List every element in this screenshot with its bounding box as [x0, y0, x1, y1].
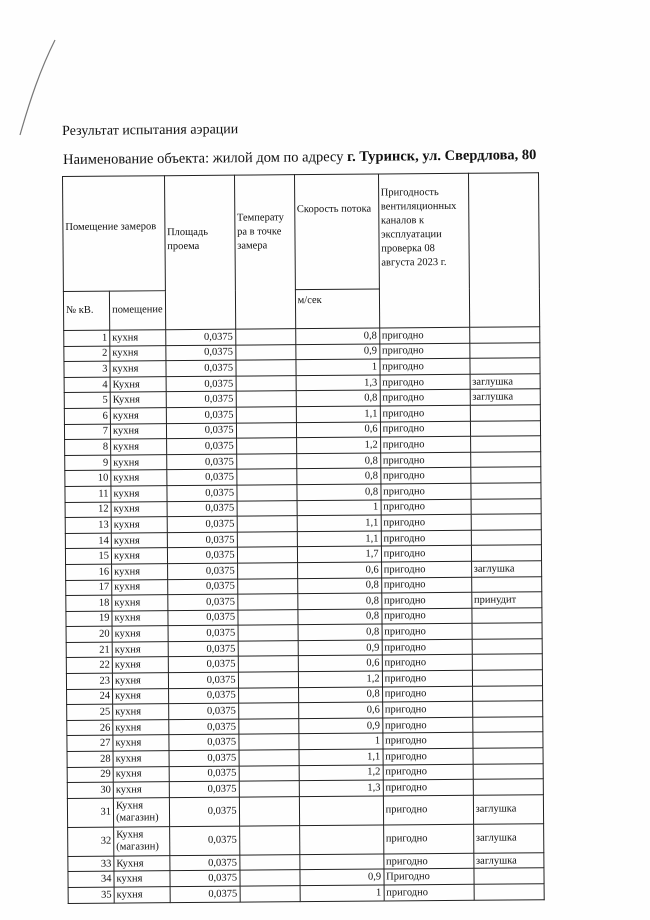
temperature-cell [236, 438, 296, 454]
apt-number-cell: 34 [68, 872, 114, 888]
speed-cell: 0,8 [296, 390, 380, 406]
status-cell: пригодно [380, 405, 470, 421]
apt-number-cell: 7 [64, 424, 110, 440]
temperature-cell [239, 765, 299, 781]
apt-number-cell: 15 [65, 548, 111, 564]
speed-cell [299, 796, 383, 826]
speed-cell: 0,6 [298, 702, 382, 718]
table-row [67, 795, 543, 828]
note-cell [473, 748, 543, 764]
note-cell: принудит [471, 592, 541, 608]
area-cell: 0,0375 [166, 469, 236, 485]
table-row [68, 824, 544, 857]
apt-number-cell: 14 [65, 533, 111, 549]
temperature-cell [240, 886, 300, 902]
room-cell: кухня [114, 887, 170, 903]
note-cell: заглушка [470, 374, 540, 390]
speed-cell: 0,8 [297, 578, 381, 594]
speed-cell: 1,7 [297, 546, 381, 562]
room-cell: Кухня [114, 855, 170, 871]
room-cell: кухня [112, 564, 168, 580]
header-room: помещение [109, 291, 165, 330]
room-cell: кухня [113, 704, 169, 720]
apt-number-cell: 21 [66, 642, 112, 658]
status-cell: пригодно [380, 452, 470, 468]
temperature-cell [236, 422, 296, 438]
speed-cell: 1,1 [299, 749, 383, 765]
apt-number-cell: 28 [67, 751, 113, 767]
temperature-cell [237, 547, 297, 563]
area-cell: 0,0375 [168, 641, 238, 657]
area-cell: 0,0375 [169, 826, 239, 856]
note-cell [469, 327, 539, 343]
apt-number-cell: 22 [66, 658, 112, 674]
note-cell: заглушка [473, 824, 543, 854]
speed-cell [299, 854, 383, 870]
apt-number-cell: 35 [68, 887, 114, 903]
room-cell: кухня [114, 871, 170, 887]
object-address: г. Туринск, ул. Свердлова, 80 [347, 147, 537, 166]
room-cell: кухня [111, 532, 167, 548]
header-note [468, 173, 539, 328]
area-cell: 0,0375 [168, 672, 238, 688]
speed-cell: 0,6 [297, 562, 381, 578]
temperature-cell [238, 625, 298, 641]
room-cell: кухня [112, 657, 168, 673]
status-cell: пригодно [381, 577, 471, 593]
temperature-cell [235, 329, 295, 345]
speed-cell: 0,8 [296, 468, 380, 484]
speed-cell: 0,8 [296, 453, 380, 469]
status-cell: пригодно [383, 795, 473, 825]
speed-cell: 1 [299, 733, 383, 749]
speed-cell: 0,8 [298, 624, 382, 640]
status-cell: пригодно [382, 717, 472, 733]
room-cell: кухня [113, 735, 169, 751]
status-cell: пригодно [382, 624, 472, 640]
status-cell: пригодно [383, 733, 473, 749]
room-cell: кухня [111, 548, 167, 564]
speed-cell: 0,8 [297, 593, 381, 609]
area-cell: 0,0375 [170, 871, 240, 887]
apt-number-cell: 4 [64, 377, 110, 393]
status-cell: пригодно [383, 853, 473, 869]
note-cell [473, 779, 543, 795]
room-cell: кухня [112, 673, 168, 689]
room-cell: кухня [113, 720, 169, 736]
speed-cell: 0,8 [295, 328, 379, 344]
temperature-cell [238, 609, 298, 625]
apt-number-cell: 9 [65, 455, 111, 471]
area-cell: 0,0375 [169, 766, 239, 782]
temperature-cell [235, 344, 295, 360]
speed-cell: 1 [296, 359, 380, 375]
apt-number-cell: 29 [67, 767, 113, 783]
status-cell: пригодно [379, 343, 469, 359]
apt-number-cell: 11 [65, 486, 111, 502]
temperature-cell [236, 453, 296, 469]
room-cell: кухня [112, 626, 168, 642]
area-cell: 0,0375 [165, 345, 235, 361]
note-cell [472, 717, 542, 733]
note-cell: заглушка [470, 389, 540, 405]
status-cell: пригодно [383, 764, 473, 780]
status-cell: пригодно [380, 390, 470, 406]
note-cell [472, 685, 542, 701]
apt-number-cell: 13 [65, 517, 111, 533]
room-cell: кухня [112, 595, 168, 611]
area-cell: 0,0375 [168, 625, 238, 641]
area-cell: 0,0375 [166, 423, 236, 439]
status-cell: пригодно [381, 530, 471, 546]
apt-number-cell: 12 [65, 502, 111, 518]
area-cell: 0,0375 [169, 750, 239, 766]
note-cell [474, 868, 544, 884]
header-suitability: Пригодность вентиляционных каналов к эксплуатации проверка 08 августа 2023 г. [378, 173, 469, 328]
status-cell: пригодно [381, 483, 471, 499]
room-cell: кухня [111, 454, 167, 470]
status-cell: пригодно [379, 327, 469, 343]
header-row-1 [63, 173, 540, 292]
note-cell [472, 670, 542, 686]
area-cell: 0,0375 [166, 392, 236, 408]
room-cell: кухня [113, 751, 169, 767]
status-cell: Пригодно [384, 869, 474, 885]
temperature-cell [239, 734, 299, 750]
apt-number-cell: 30 [67, 782, 113, 798]
status-cell: пригодно [381, 592, 471, 608]
status-cell: пригодно [380, 374, 470, 390]
status-cell: пригодно [382, 670, 472, 686]
apt-number-cell: 17 [66, 580, 112, 596]
status-cell: пригодно [384, 884, 474, 900]
apt-number-cell: 2 [64, 346, 110, 362]
note-cell: заглушка [471, 561, 541, 577]
apt-number-cell: 1 [64, 330, 110, 346]
apt-number-cell: 33 [68, 856, 114, 872]
status-cell: пригодно [382, 639, 472, 655]
apt-number-cell: 5 [64, 393, 110, 409]
speed-cell: 0,8 [298, 609, 382, 625]
speed-cell: 1 [300, 885, 384, 901]
temperature-cell [238, 672, 298, 688]
area-cell: 0,0375 [166, 407, 236, 423]
note-cell [472, 654, 542, 670]
temperature-cell [237, 531, 297, 547]
note-cell [473, 732, 543, 748]
room-cell: кухня [111, 517, 167, 533]
apt-number-cell: 3 [64, 361, 110, 377]
header-room-group: Помещение замеров [63, 176, 166, 292]
speed-cell: 0,9 [298, 718, 382, 734]
speed-cell: 1,2 [296, 437, 380, 453]
aeration-table-wrapper [62, 172, 544, 903]
room-cell: кухня [113, 688, 169, 704]
note-cell [472, 607, 542, 623]
document-title: Результат испытания аэрации [62, 122, 239, 139]
note-cell [470, 436, 540, 452]
note-cell [471, 576, 541, 592]
status-cell: пригодно [381, 499, 471, 515]
speed-cell: 1,3 [299, 780, 383, 796]
apt-number-cell: 19 [66, 611, 112, 627]
area-cell: 0,0375 [166, 454, 236, 470]
temperature-cell [236, 375, 296, 391]
temperature-cell [240, 870, 300, 886]
apt-number-cell: 26 [67, 720, 113, 736]
header-apt: № кВ. [63, 291, 109, 330]
apt-number-cell: 23 [66, 673, 112, 689]
note-cell [471, 498, 541, 514]
room-cell: кухня [110, 423, 166, 439]
temperature-cell [238, 703, 298, 719]
temperature-cell [236, 360, 296, 376]
area-cell: 0,0375 [169, 735, 239, 751]
note-cell [470, 420, 540, 436]
room-cell: кухня [111, 486, 167, 502]
area-cell: 0,0375 [166, 360, 236, 376]
header-area: Площадь проема [164, 175, 235, 330]
note-cell: заглушка [473, 795, 543, 825]
header-speed-unit: м/сек [295, 289, 379, 329]
speed-cell: 0,8 [298, 687, 382, 703]
room-cell: Кухня (магазин) [114, 826, 170, 855]
room-cell: кухня [112, 642, 168, 658]
apt-number-cell: 10 [65, 470, 111, 486]
apt-number-cell: 31 [67, 798, 113, 827]
status-cell: пригодно [381, 546, 471, 562]
note-cell [470, 467, 540, 483]
note-cell [469, 342, 539, 358]
speed-cell: 0,6 [298, 655, 382, 671]
apt-number-cell: 8 [65, 439, 111, 455]
status-cell: пригодно [382, 702, 472, 718]
temperature-cell [236, 469, 296, 485]
room-cell: кухня [112, 579, 168, 595]
area-cell: 0,0375 [167, 501, 237, 517]
area-cell: 0,0375 [169, 797, 239, 827]
speed-cell: 1 [297, 500, 381, 516]
status-cell: пригодно [383, 824, 473, 854]
note-cell [470, 358, 540, 374]
note-cell [470, 405, 540, 421]
area-cell: 0,0375 [169, 781, 239, 797]
status-cell: пригодно [381, 561, 471, 577]
table-body [64, 327, 544, 903]
area-cell: 0,0375 [167, 563, 237, 579]
speed-cell: 0,9 [295, 344, 379, 360]
room-cell: Кухня [110, 392, 166, 408]
temperature-cell [239, 781, 299, 797]
status-cell: пригодно [380, 436, 470, 452]
room-cell: кухня [113, 766, 169, 782]
area-cell: 0,0375 [169, 855, 239, 871]
speed-cell: 0,9 [298, 640, 382, 656]
apt-number-cell: 25 [67, 704, 113, 720]
speed-cell: 1,1 [297, 515, 381, 531]
status-cell: пригодно [380, 468, 470, 484]
room-cell: кухня [110, 361, 166, 377]
temperature-cell [237, 578, 297, 594]
temperature-cell [238, 719, 298, 735]
room-cell: кухня [113, 782, 169, 798]
room-cell: кухня [110, 330, 166, 346]
temperature-cell [239, 796, 299, 825]
note-cell [470, 452, 540, 468]
speed-cell: 1,1 [297, 531, 381, 547]
apt-number-cell: 18 [66, 595, 112, 611]
temperature-cell [237, 485, 297, 501]
note-cell [472, 701, 542, 717]
header-temperature: Температу ра в точке замера [234, 175, 295, 329]
temperature-cell [238, 687, 298, 703]
area-cell: 0,0375 [167, 547, 237, 563]
area-cell: 0,0375 [167, 516, 237, 532]
area-cell: 0,0375 [167, 532, 237, 548]
note-cell [471, 514, 541, 530]
apt-number-cell: 27 [67, 736, 113, 752]
note-cell [471, 483, 541, 499]
temperature-cell [238, 656, 298, 672]
status-cell: пригодно [382, 655, 472, 671]
aeration-table [62, 172, 544, 903]
apt-number-cell: 6 [64, 408, 110, 424]
room-cell: кухня [110, 345, 166, 361]
temperature-cell [236, 407, 296, 423]
area-cell: 0,0375 [168, 688, 238, 704]
status-cell: пригодно [380, 358, 470, 374]
area-cell: 0,0375 [168, 703, 238, 719]
apt-number-cell: 24 [67, 689, 113, 705]
note-cell [471, 545, 541, 561]
area-cell: 0,0375 [168, 610, 238, 626]
area-cell: 0,0375 [167, 579, 237, 595]
speed-cell: 0,9 [300, 869, 384, 885]
room-cell: кухня [111, 470, 167, 486]
temperature-cell [238, 641, 298, 657]
status-cell: пригодно [382, 686, 472, 702]
apt-number-cell: 32 [68, 827, 114, 856]
apt-number-cell: 20 [66, 626, 112, 642]
area-cell: 0,0375 [167, 594, 237, 610]
speed-cell: 1,2 [298, 671, 382, 687]
room-cell: кухня [111, 501, 167, 517]
temperature-cell [236, 391, 296, 407]
speed-cell: 0,6 [296, 422, 380, 438]
status-cell: пригодно [383, 780, 473, 796]
status-cell: пригодно [383, 748, 473, 764]
speed-cell: 0,8 [297, 484, 381, 500]
temperature-cell [237, 516, 297, 532]
status-cell: пригодно [382, 608, 472, 624]
area-cell: 0,0375 [170, 886, 240, 902]
temperature-cell [237, 563, 297, 579]
room-cell: Кухня (магазин) [113, 797, 169, 826]
status-cell: пригодно [380, 421, 470, 437]
object-prefix: Наименование объекта: жилой дом по адресу [63, 149, 348, 168]
apt-number-cell: 16 [66, 564, 112, 580]
note-cell: заглушка [473, 853, 543, 869]
area-cell: 0,0375 [168, 719, 238, 735]
speed-cell: 1,2 [299, 765, 383, 781]
status-cell: пригодно [381, 514, 471, 530]
temperature-cell [239, 854, 299, 870]
temperature-cell [237, 594, 297, 610]
table-row [68, 884, 544, 903]
header-speed: Скорость потока [294, 174, 379, 290]
note-cell [472, 623, 542, 639]
speed-cell [299, 825, 383, 855]
room-cell: кухня [111, 439, 167, 455]
area-cell: 0,0375 [165, 329, 235, 345]
area-cell: 0,0375 [166, 376, 236, 392]
speed-cell: 1,3 [296, 375, 380, 391]
note-cell [474, 884, 544, 900]
area-cell: 0,0375 [166, 438, 236, 454]
room-cell: Кухня [110, 376, 166, 392]
room-cell: кухня [112, 610, 168, 626]
area-cell: 0,0375 [168, 657, 238, 673]
temperature-cell [239, 750, 299, 766]
temperature-cell [239, 825, 299, 854]
area-cell: 0,0375 [167, 485, 237, 501]
temperature-cell [237, 500, 297, 516]
speed-cell: 1,1 [296, 406, 380, 422]
note-cell [471, 529, 541, 545]
room-cell: кухня [110, 408, 166, 424]
note-cell [472, 639, 542, 655]
note-cell [473, 763, 543, 779]
